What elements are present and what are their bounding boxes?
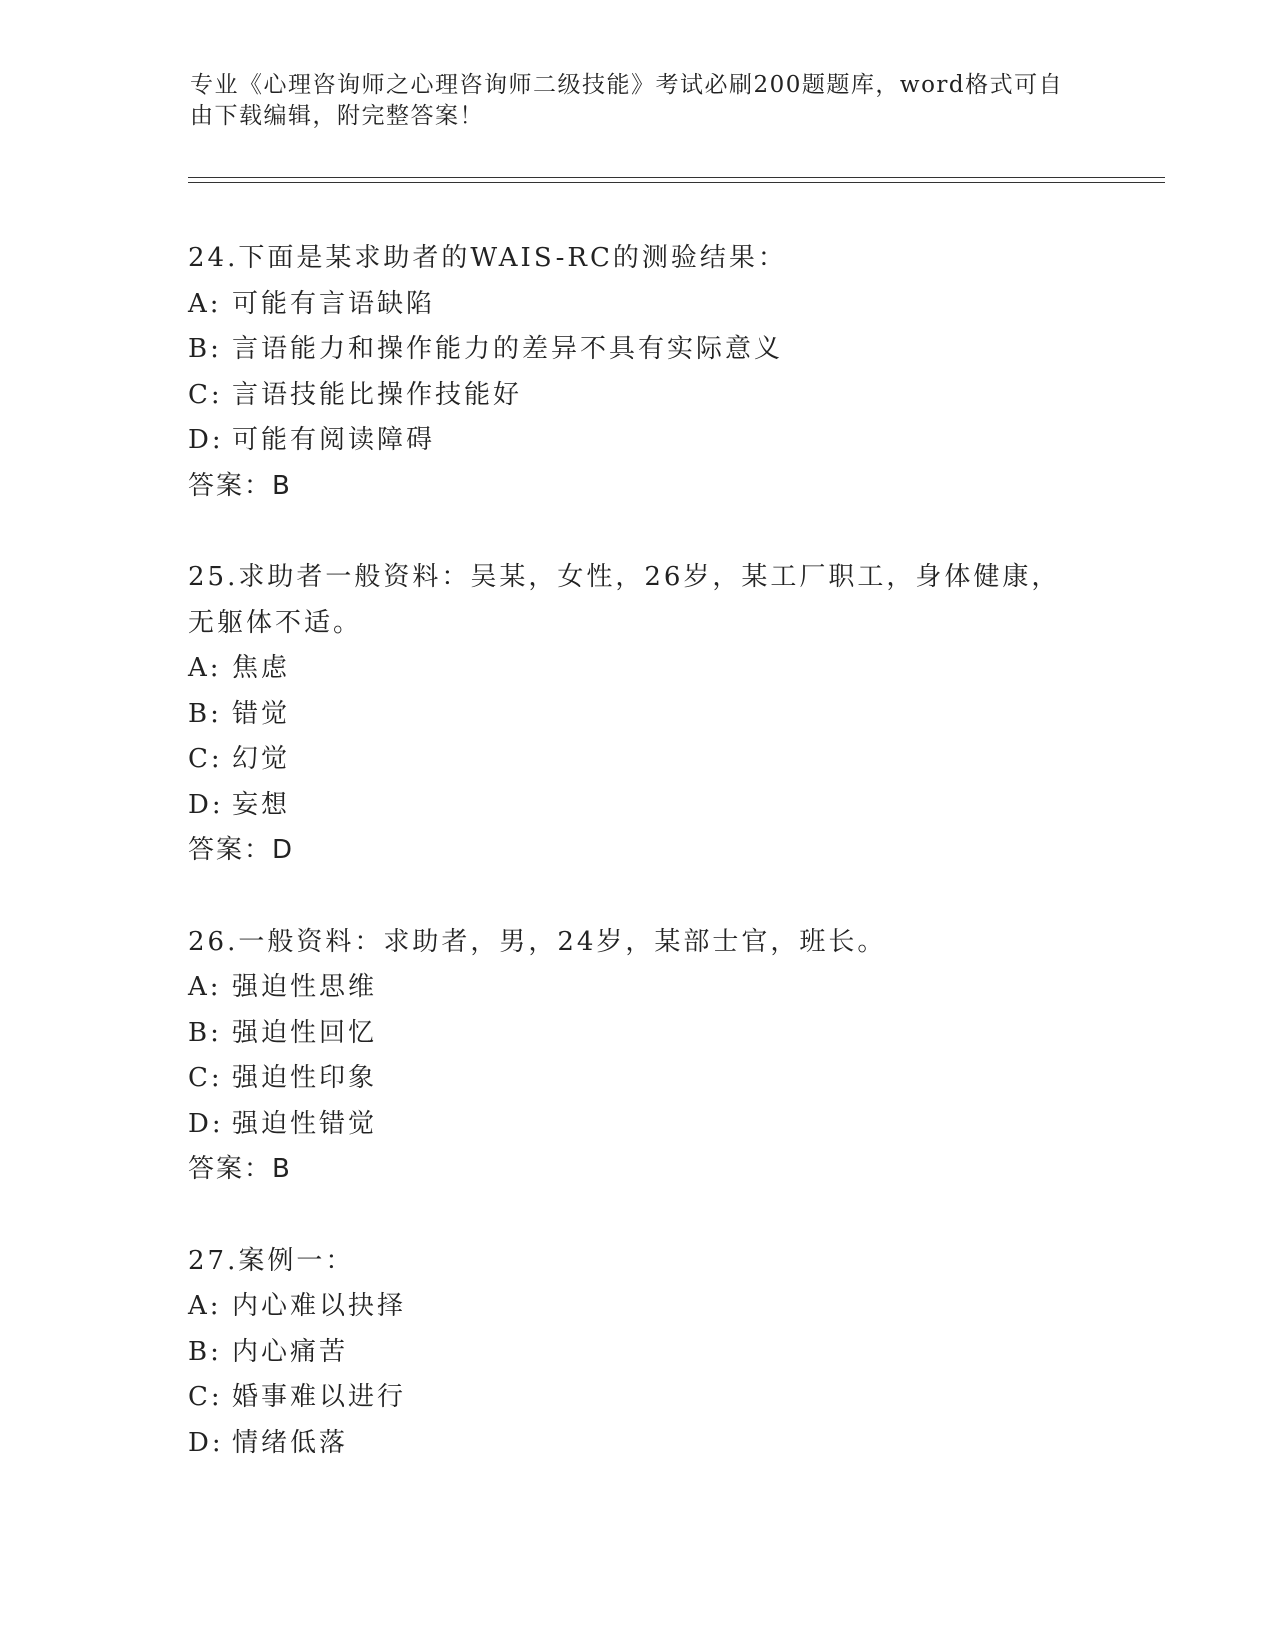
option-label: D:	[188, 425, 224, 455]
option-text: 婚事难以进行	[232, 1382, 407, 1412]
option-text: 言语能力和操作能力的差异不具有实际意义	[232, 334, 784, 364]
option-text: 内心痛苦	[232, 1336, 349, 1367]
document-header	[190, 70, 1070, 132]
option-label: D:	[188, 789, 224, 820]
question-24	[188, 236, 1088, 509]
header-line-2: 由下载编辑，附完整答案！	[190, 103, 484, 129]
option-text: 可能有阅读障碍	[232, 425, 436, 455]
option-text: 妄想	[232, 789, 291, 820]
question-stem: 25.求助者一般资料：吴某，女性，26岁，某工厂职工，身体健康，无躯体不适。	[188, 562, 1061, 638]
option-label: B:	[188, 698, 222, 729]
option-text: 强迫性错觉	[232, 1108, 378, 1139]
option-label: D:	[188, 1108, 224, 1139]
option-b	[188, 692, 1088, 738]
option-d	[188, 418, 1088, 464]
option-label: A:	[188, 653, 222, 683]
option-c	[188, 373, 1088, 419]
answer-line: 答案：D	[188, 835, 295, 865]
option-text: 内心难以抉择	[232, 1291, 407, 1321]
option-a	[188, 646, 1088, 692]
question-26	[188, 920, 1088, 1193]
option-text: 幻觉	[232, 744, 291, 774]
option-label: A:	[188, 972, 222, 1002]
option-b	[188, 1330, 1088, 1376]
option-c	[188, 1056, 1088, 1102]
question-25	[188, 555, 1088, 874]
question-27	[188, 1239, 1088, 1467]
option-text: 错觉	[232, 698, 291, 729]
option-text: 焦虑	[232, 653, 291, 683]
question-stem: 26.一般资料：求助者，男，24岁，某部士官，班长。	[188, 926, 887, 957]
option-label: A:	[188, 288, 222, 319]
option-d	[188, 783, 1088, 829]
option-text: 情绪低落	[232, 1427, 349, 1458]
option-c	[188, 737, 1088, 783]
option-a	[188, 282, 1088, 328]
option-label: C:	[188, 379, 223, 410]
option-c	[188, 1375, 1088, 1421]
option-d	[188, 1421, 1088, 1467]
option-text: 强迫性思维	[232, 972, 378, 1002]
option-label: C:	[188, 1382, 223, 1412]
answer-line: 答案：B	[188, 1154, 292, 1184]
header-divider-top	[188, 177, 1165, 178]
option-b	[188, 327, 1088, 373]
option-label: B:	[188, 334, 222, 364]
option-text: 言语技能比操作技能好	[232, 379, 523, 410]
option-text: 强迫性印象	[232, 1063, 378, 1093]
option-label: B:	[188, 1336, 222, 1367]
option-a	[188, 965, 1088, 1011]
option-label: B:	[188, 1017, 222, 1048]
option-label: D:	[188, 1427, 224, 1458]
option-label: C:	[188, 744, 223, 774]
option-d	[188, 1102, 1088, 1148]
question-list	[188, 236, 1088, 1466]
option-label: C:	[188, 1063, 223, 1093]
option-label: A:	[188, 1291, 222, 1321]
option-b	[188, 1011, 1088, 1057]
answer-line: 答案：B	[188, 470, 292, 501]
question-stem: 24.下面是某求助者的WAIS-RC的测验结果：	[188, 243, 787, 273]
option-a	[188, 1284, 1088, 1330]
option-text: 强迫性回忆	[232, 1017, 378, 1048]
header-divider-bottom	[188, 182, 1165, 183]
question-stem: 27.案例一：	[188, 1245, 355, 1276]
option-text: 可能有言语缺陷	[232, 288, 436, 319]
header-line-1: 专业《心理咨询师之心理咨询师二级技能》考试必刷200题题库，word格式可自	[190, 72, 1064, 98]
